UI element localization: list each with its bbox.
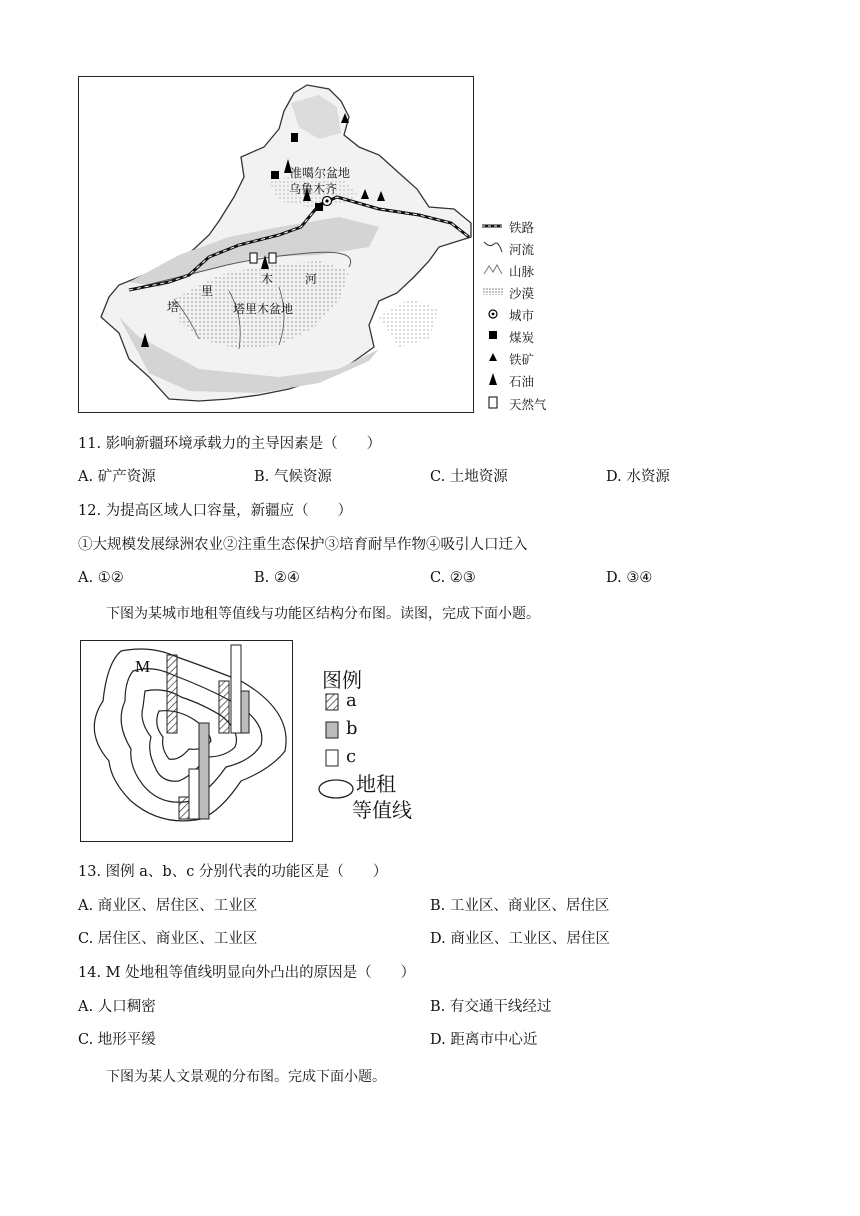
gas-symbol [269, 253, 276, 263]
legend-label-railway: 铁路 [509, 220, 535, 235]
rent-contour-figure [80, 640, 293, 842]
q13-option-a[interactable]: A. 商业区、居住区、工业区 [78, 898, 258, 914]
q12-option-b[interactable]: B. ②④ [254, 570, 300, 586]
legend-label-b: b [346, 718, 358, 739]
basin-north-label: 准噶尔盆地 [290, 166, 351, 180]
m-label: M [135, 657, 151, 676]
q11-option-b[interactable]: B. 气候资源 [254, 469, 332, 485]
zone-c-bar [231, 645, 241, 733]
q14-stem: 14. M 处地租等值线明显向外凸出的原因是（ ） [78, 965, 416, 981]
q14-option-a[interactable]: A. 人口稠密 [78, 999, 156, 1015]
q12-option-a[interactable]: A. ①② [78, 570, 124, 586]
legend-label-mountain: 山脉 [509, 264, 535, 279]
q11-option-d[interactable]: D. 水资源 [606, 469, 670, 485]
legend-label-city: 城市 [509, 308, 535, 323]
legend-swatch-b [326, 722, 338, 738]
q11-stem: 11. 影响新疆环境承载力的主导因素是（ ） [78, 436, 382, 452]
legend-label-a: a [346, 690, 357, 711]
basin-south-label: 塔里木盆地 [233, 302, 294, 316]
q11-option-a[interactable]: A. 矿产资源 [78, 469, 156, 485]
gas-symbol [250, 253, 257, 263]
zone-a-bar [167, 655, 177, 733]
legend-swatch-c [326, 750, 338, 766]
desert-symbol [483, 287, 503, 295]
iron-symbol [489, 353, 497, 361]
intro-text-1: 下图为某城市地租等值线与功能区结构分布图。读图，完成下面小题。 [106, 606, 540, 622]
intro-text-2: 下图为某人文景观的分布图。完成下面小题。 [106, 1069, 386, 1085]
q12-stem: 12. 为提高区域人口容量，新疆应（ ） [78, 503, 353, 519]
zone-a-bar [219, 681, 229, 733]
contour-legend-label-2: 等值线 [352, 798, 412, 822]
east-desert [379, 299, 439, 347]
river-label: 河 [305, 272, 318, 286]
zone-b-bar [199, 723, 209, 819]
rent-legend-title: 图例 [322, 668, 362, 692]
coal-symbol [271, 171, 279, 179]
zone-a-bar [179, 797, 189, 819]
xinjiang-map [79, 77, 473, 411]
river-label: 里 [201, 284, 214, 298]
legend-label-coal: 煤炭 [509, 330, 535, 345]
rent-contour-map [81, 641, 292, 840]
xinjiang-map-figure [78, 76, 474, 413]
legend-label-oil: 石油 [509, 374, 535, 389]
gas-symbol [489, 397, 497, 408]
river-label: 塔 [167, 300, 180, 314]
contour-legend-symbol [316, 776, 356, 802]
coal-symbol [291, 133, 298, 142]
river-symbol [484, 242, 502, 252]
q13-option-c[interactable]: C. 居住区、商业区、工业区 [78, 931, 258, 947]
q12-items: ①大规模发展绿洲农业②注重生态保护③培育耐旱作物④吸引人口迁入 [78, 537, 528, 553]
city-label: 乌鲁木齐 [289, 182, 338, 196]
river-label: 木 [261, 272, 274, 286]
q14-option-c[interactable]: C. 地形平缓 [78, 1032, 156, 1048]
legend-swatch-a [326, 694, 338, 710]
legend-label-iron: 铁矿 [509, 352, 535, 367]
coal-symbol [315, 203, 323, 211]
q13-option-b[interactable]: B. 工业区、商业区、居住区 [430, 898, 610, 914]
legend-label-gas: 天然气 [509, 397, 547, 412]
q12-option-d[interactable]: D. ③④ [606, 570, 653, 586]
legend-label-river: 河流 [509, 242, 535, 257]
q13-option-d[interactable]: D. 商业区、工业区、居住区 [430, 931, 610, 947]
coal-symbol [489, 331, 497, 339]
zone-c-bar [189, 769, 199, 819]
legend-label-desert: 沙漠 [509, 286, 535, 301]
mountain-symbol [484, 265, 502, 274]
contour-legend-label-1: 地租 [356, 772, 396, 796]
q14-option-d[interactable]: D. 距离市中心近 [430, 1032, 538, 1048]
legend-label-c: c [346, 746, 357, 767]
q11-option-c[interactable]: C. 土地资源 [430, 469, 508, 485]
q12-option-c[interactable]: C. ②③ [430, 570, 476, 586]
q13-stem: 13. 图例 a、b、c 分别代表的功能区是（ ） [78, 864, 388, 880]
oil-symbol [489, 373, 497, 385]
q14-option-b[interactable]: B. 有交通干线经过 [430, 999, 552, 1015]
rent-legend-swatches [324, 690, 344, 778]
